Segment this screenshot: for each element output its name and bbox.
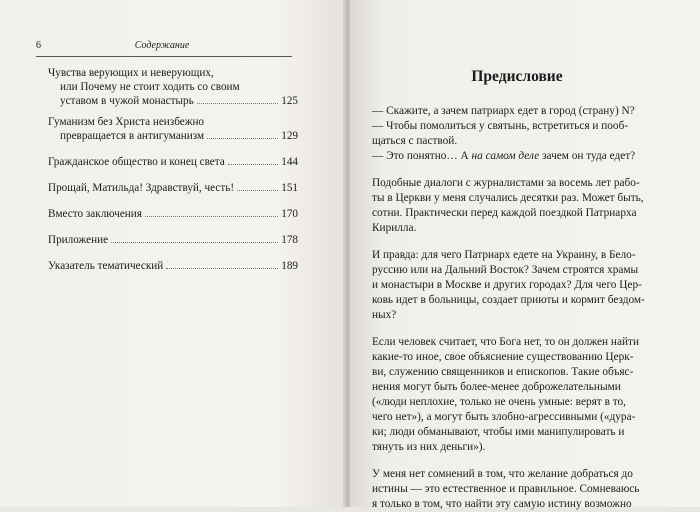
text-line: ты в Церкви у меня случались десятки раз. Может быть,	[372, 192, 644, 204]
table-of-contents	[48, 66, 298, 280]
paragraph	[372, 335, 668, 455]
text-line: ви, служению священников и епископов. Такие объяс-	[372, 366, 634, 378]
text-line: руссию или на Дальний Восток? Зачем строятся храмы	[372, 264, 639, 276]
text-fragment: зачем он туда едет?	[542, 150, 636, 162]
toc-page-number: 129	[281, 130, 298, 142]
toc-entry-title-line: Гуманизм без Христа неизбежно	[48, 116, 205, 128]
toc-entry-title: Прощай, Матильда! Здравствуй, честь!	[48, 182, 235, 194]
text-line: я только в том, что найти эту самую истину возможно	[372, 498, 632, 510]
toc-page-number: 189	[281, 260, 298, 272]
text-line: И правда: для чего Патриарх едете на Украину, в Бело-	[372, 249, 636, 261]
toc-entry	[48, 207, 298, 221]
emphasis-text: на самом деле	[471, 150, 540, 162]
text-line: ки; люди обманывают, чтобы ими манипулировать и	[372, 426, 625, 438]
paragraph	[372, 248, 668, 323]
toc-entry-title: Вместо заключения	[48, 208, 142, 220]
toc-leader	[166, 268, 278, 269]
text-line	[372, 149, 668, 164]
toc-entry	[48, 66, 298, 108]
toc-page-number: 151	[281, 182, 298, 194]
text-line: тянуть из них деньги»).	[372, 441, 486, 453]
toc-leader	[237, 190, 278, 191]
toc-leader	[197, 103, 279, 104]
text-line: Если человек считает, что Бога нет, то он должен найти	[372, 336, 639, 348]
text-line: ковь идет в больницы, создает приюты и кормит бездом-	[372, 294, 645, 306]
text-line: Подобные диалоги с журналистами за восемь лет рабо-	[372, 177, 640, 189]
paragraph	[372, 467, 668, 512]
toc-entry-title-line: Чувства верующих и неверующих,	[48, 67, 214, 79]
toc-leader	[207, 138, 278, 139]
running-title: Содержание	[134, 40, 190, 51]
text-line: сотни. Практически перед каждой поездкой Патриарха	[372, 207, 637, 219]
toc-entry	[48, 155, 298, 169]
toc-leader	[145, 216, 278, 217]
text-line: — Чтобы помолиться у святынь, встретиться и пооб-	[372, 120, 629, 132]
text-line: ных?	[372, 309, 397, 321]
toc-entry-title: превращается в антигуманизм	[60, 130, 205, 142]
text-line: («люди неплохие, только не очень умные: верят в то,	[372, 396, 626, 408]
text-line: какие-то иное, свое объяснение существованию Церк-	[372, 351, 634, 363]
toc-entry-title: Гражданское общество и конец света	[48, 156, 225, 168]
text-line: — Скажите, а зачем патриарх едет в город (страну) N?	[372, 105, 635, 117]
toc-entry	[48, 259, 298, 273]
header-rule	[36, 56, 292, 57]
toc-page-number: 170	[281, 208, 298, 220]
chapter-body	[372, 104, 668, 512]
text-line: чего нет»), а могут быть злобно-агрессивными («дура-	[372, 411, 636, 423]
text-line: Кирилла.	[372, 222, 417, 234]
toc-page-number: 144	[281, 156, 298, 168]
toc-entry	[48, 115, 298, 143]
toc-entry-title: Приложение	[48, 234, 109, 246]
chapter-heading: Предисловие	[471, 68, 563, 85]
text-line: щаться с паствой.	[372, 135, 458, 147]
dialog-block	[372, 104, 668, 164]
text-line: нения могут быть более-менее доброжелательными	[372, 381, 621, 393]
toc-entry-title: уставом в чужой монастырь	[60, 95, 194, 107]
left-page	[0, 0, 345, 507]
text-line: У меня нет сомнений в том, что желание добраться до	[372, 468, 633, 480]
text-line: и монастыри в Москве и других городах? Для чего Цер-	[372, 279, 642, 291]
toc-entry	[48, 233, 298, 247]
toc-leader	[228, 164, 278, 165]
toc-page-number: 178	[281, 234, 298, 246]
text-fragment: — Это понятно… А	[372, 150, 469, 162]
toc-entry-title-line: или Почему не стоит ходить со своим	[60, 81, 240, 93]
toc-entry	[48, 181, 298, 195]
page-number: 6	[36, 40, 41, 51]
paragraph	[372, 176, 668, 236]
toc-leader	[111, 242, 278, 243]
toc-page-number: 125	[281, 95, 298, 107]
text-line: истины — это естественное и правильное. Сомневаюсь	[372, 483, 640, 495]
toc-entry-title: Указатель тематический	[48, 260, 164, 272]
